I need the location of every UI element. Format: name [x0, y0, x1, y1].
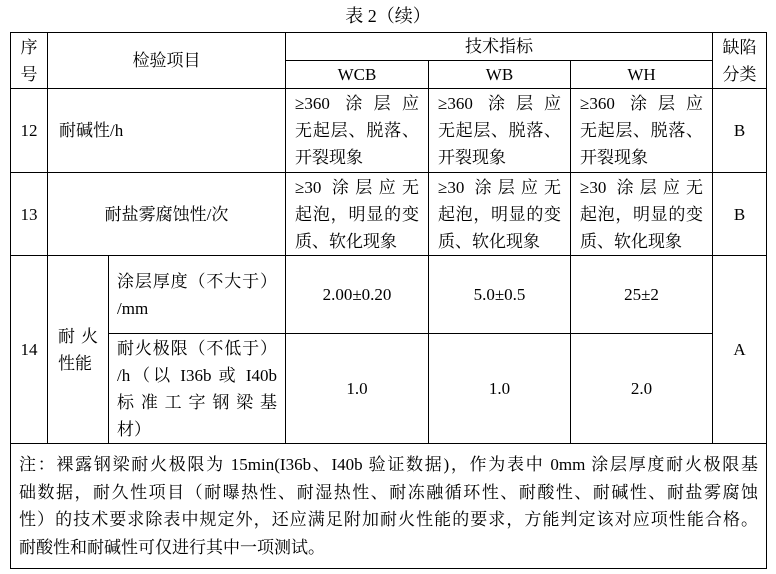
- table-row-note: [11, 444, 767, 569]
- row-14-defect: A: [713, 256, 767, 444]
- row-14-fire-limit-item-line: 材）: [117, 419, 151, 439]
- header-type-wh: WH: [571, 61, 713, 89]
- row-12-no: 12: [11, 89, 48, 173]
- row-14-thickness-wcb: 2.00±0.20: [286, 256, 429, 334]
- header-defect-line: 分类: [722, 64, 757, 84]
- header-item: 检验项目: [48, 33, 286, 89]
- row-13-wcb-line: ≥30 涂层应无: [295, 177, 419, 197]
- row-14-thickness-wb: 5.0±0.5: [429, 256, 571, 334]
- row-12-wcb: [286, 89, 429, 173]
- row-12-item: 耐碱性/h: [48, 89, 286, 173]
- header-row-1: [11, 33, 767, 61]
- header-type-wcb: WCB: [286, 61, 429, 89]
- row-14-thickness-item-line: /mm: [117, 298, 149, 318]
- row-14-thickness-item: [109, 256, 286, 334]
- row-12-wb-line: ≥360 涂层应: [438, 94, 561, 113]
- row-14-fire-limit-item-line: 标准工字钢梁基: [117, 392, 277, 412]
- row-14-fire-limit-item: [109, 334, 286, 444]
- row-13-wh-line: 起泡，明显的变: [580, 204, 703, 224]
- row-13-wb-line: ≥30 涂层应无: [438, 177, 561, 197]
- row-12-wcb-line: ≥360 涂层应: [295, 94, 419, 113]
- spec-table: [10, 32, 767, 569]
- table-row-14-thickness: [11, 256, 767, 334]
- row-12-wh-line: 无起层、脱落、: [580, 121, 703, 140]
- row-14-fire-limit-item-line: /h（以 I36b 或 I40b: [117, 365, 277, 385]
- row-12-wh-line: ≥360 涂层应: [580, 94, 703, 113]
- row-12-wb: [429, 89, 571, 173]
- row-14-fire-limit-wcb: 1.0: [286, 334, 429, 444]
- row-13-wh-line: ≥30 涂层应无: [580, 177, 703, 197]
- header-seq-line: 号: [20, 64, 38, 84]
- row-12-wb-line: 开裂现象: [438, 148, 506, 167]
- row-13-wh: [571, 173, 713, 256]
- row-14-thickness-item-line: 涂层厚度（不大于）: [117, 271, 277, 291]
- note-line: 础数据，耐久性项目（耐曝热性、耐湿热性、耐冻融循环性、耐酸性、耐碱性、耐盐雾腐蚀: [19, 482, 758, 502]
- row-12-wh-line: 开裂现象: [580, 148, 648, 167]
- row-13-no: 13: [11, 173, 48, 256]
- header-defect: [713, 33, 767, 89]
- header-seq: [11, 33, 48, 89]
- header-seq-line: 序: [20, 37, 38, 57]
- table-note: [11, 444, 767, 569]
- row-13-wcb-line: 质、软化现象: [295, 231, 397, 251]
- note-line: 性）的技术要求除表中规定外，还应满足附加耐火性能的要求，方能判定该对应项性能合格。: [19, 510, 758, 529]
- row-14-no: 14: [11, 256, 48, 444]
- row-12-wh: [571, 89, 713, 173]
- row-14-thickness-wh: 25±2: [571, 256, 713, 334]
- row-13-wb: [429, 173, 571, 256]
- row-14-fire-limit-wh: 2.0: [571, 334, 713, 444]
- row-12-defect: B: [713, 89, 767, 173]
- row-14-group-line: 性能: [58, 353, 92, 373]
- table-title: 表 2（续）: [345, 6, 431, 26]
- row-13-item: 耐盐雾腐蚀性/次: [48, 173, 286, 256]
- table-row-14-fire-limit: [11, 334, 767, 444]
- row-13-wb-line: 起泡，明显的变: [438, 204, 561, 224]
- row-14-fire-limit-wb: 1.0: [429, 334, 571, 444]
- row-14-group: [48, 256, 109, 444]
- table-row-12: [11, 89, 767, 173]
- header-type-wb: WB: [429, 61, 571, 89]
- row-12-wcb-line: 无起层、脱落、: [295, 121, 419, 140]
- row-13-wb-line: 质、软化现象: [438, 231, 540, 251]
- note-line: 耐酸性和耐碱性可仅进行其中一项测试。: [19, 537, 325, 557]
- header-defect-line: 缺陷: [722, 37, 757, 57]
- header-tech: 技术指标: [286, 33, 713, 61]
- row-12-wb-line: 无起层、脱落、: [438, 121, 561, 140]
- note-line: 注：裸露钢梁耐火极限为 15min(I36b、I40b 验证数据)，作为表中 0mm 涂层厚度耐火极限基: [19, 455, 758, 474]
- table-row-13: [11, 173, 767, 256]
- row-14-group-line: 耐火: [58, 326, 98, 346]
- row-12-wcb-line: 开裂现象: [295, 148, 363, 167]
- row-13-wcb: [286, 173, 429, 256]
- row-13-wh-line: 质、软化现象: [580, 231, 682, 251]
- row-14-fire-limit-item-line: 耐火极限（不低于）: [117, 338, 277, 358]
- row-13-defect: B: [713, 173, 767, 256]
- row-13-wcb-line: 起泡，明显的变: [295, 204, 419, 224]
